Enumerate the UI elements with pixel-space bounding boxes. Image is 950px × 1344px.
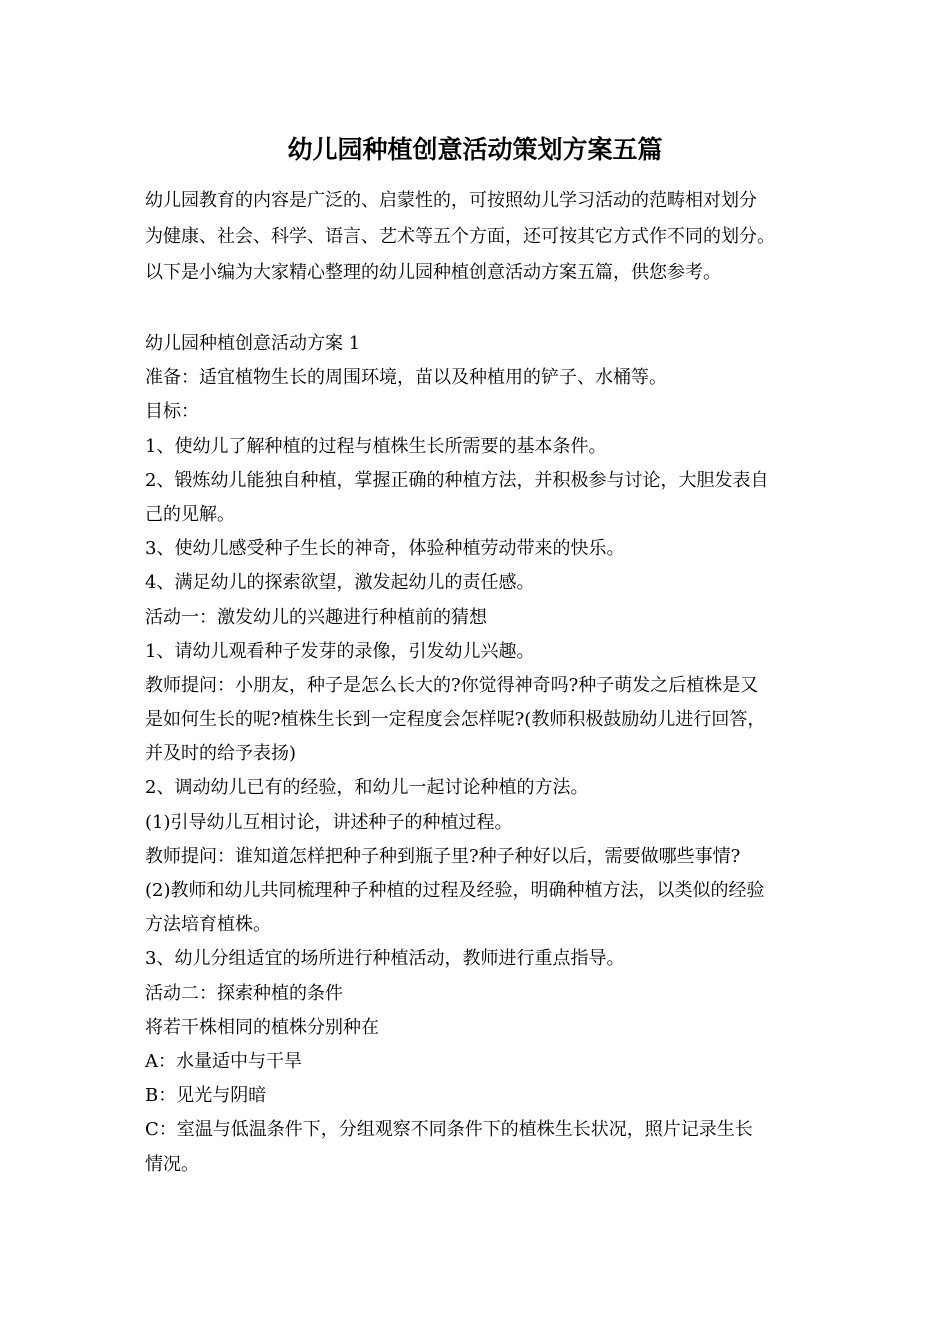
- text-line: 教师提问：小朋友，种子是怎么长大的?你觉得神奇吗?种子萌发之后植株是又: [145, 674, 759, 696]
- activity-heading: 活动二：探索种植的条件: [145, 982, 343, 1004]
- text-line: A：水量适中与干旱: [145, 1050, 302, 1072]
- section-heading: 幼儿园种植创意活动方案 1: [145, 333, 361, 354]
- intro-line: 为健康、社会、科学、语言、艺术等五个方面，还可按其它方式作不同的划分。: [145, 226, 775, 247]
- intro-line: 幼儿园教育的内容是广泛的、启蒙性的，可按照幼儿学习活动的范畴相对划分: [145, 190, 757, 211]
- intro-paragraph: [145, 183, 815, 291]
- text-line: 己的见解。: [145, 503, 235, 525]
- document-title: 幼儿园种植创意活动策划方案五篇: [287, 135, 663, 164]
- text-line: 1、请幼儿观看种子发芽的录像，引发幼儿兴趣。: [145, 640, 535, 662]
- text-line: 目标：: [145, 401, 199, 423]
- document-body: [145, 327, 815, 1182]
- text-line: 方法培育植株。: [145, 914, 271, 936]
- activity-heading: 活动一：激发幼儿的兴趣进行种植前的猜想: [145, 606, 487, 628]
- text-line: B：见光与阴暗: [145, 1085, 267, 1107]
- text-line: 2、锻炼幼儿能独自种植，掌握正确的种植方法，并积极参与讨论，大胆发表自: [145, 469, 769, 491]
- text-line: 4、满足幼儿的探索欲望，激发起幼儿的责任感。: [145, 572, 535, 594]
- text-line: C：室温与低温条件下，分组观察不同条件下的植株生长状况，照片记录生长: [145, 1119, 753, 1141]
- text-line: (2)教师和幼儿共同梳理种子种植的过程及经验，明确种植方法，以类似的经验: [145, 880, 765, 901]
- text-line: 将若干株相同的植株分别种在: [145, 1016, 379, 1038]
- text-line: (1)引导幼儿互相讨论，讲述种子的种植过程。: [145, 811, 513, 833]
- text-line: 3、使幼儿感受种子生长的神奇，体验种植劳动带来的快乐。: [145, 538, 625, 560]
- text-line: 1、使幼儿了解种植的过程与植株生长所需要的基本条件。: [145, 435, 607, 457]
- text-line: 情况。: [145, 1153, 199, 1175]
- text-line: 3、幼儿分组适宜的场所进行种植活动，教师进行重点指导。: [145, 948, 625, 970]
- intro-line: 以下是小编为大家精心整理的幼儿园种植创意活动方案五篇，供您参考。: [145, 262, 721, 283]
- text-line: 2、调动幼儿已有的经验，和幼儿一起讨论种植的方法。: [145, 777, 589, 799]
- text-line: 并及时的给予表扬): [145, 743, 297, 765]
- text-line: 教师提问：谁知道怎样把种子种到瓶子里?种子种好以后，需要做哪些事情?: [145, 845, 741, 867]
- text-line: 准备：适宜植物生长的周围环境，苗以及种植用的铲子、水桶等。: [145, 367, 667, 389]
- text-line: 是如何生长的呢?植株生长到一定程度会怎样呢?(教师积极鼓励幼儿进行回答，: [145, 709, 766, 731]
